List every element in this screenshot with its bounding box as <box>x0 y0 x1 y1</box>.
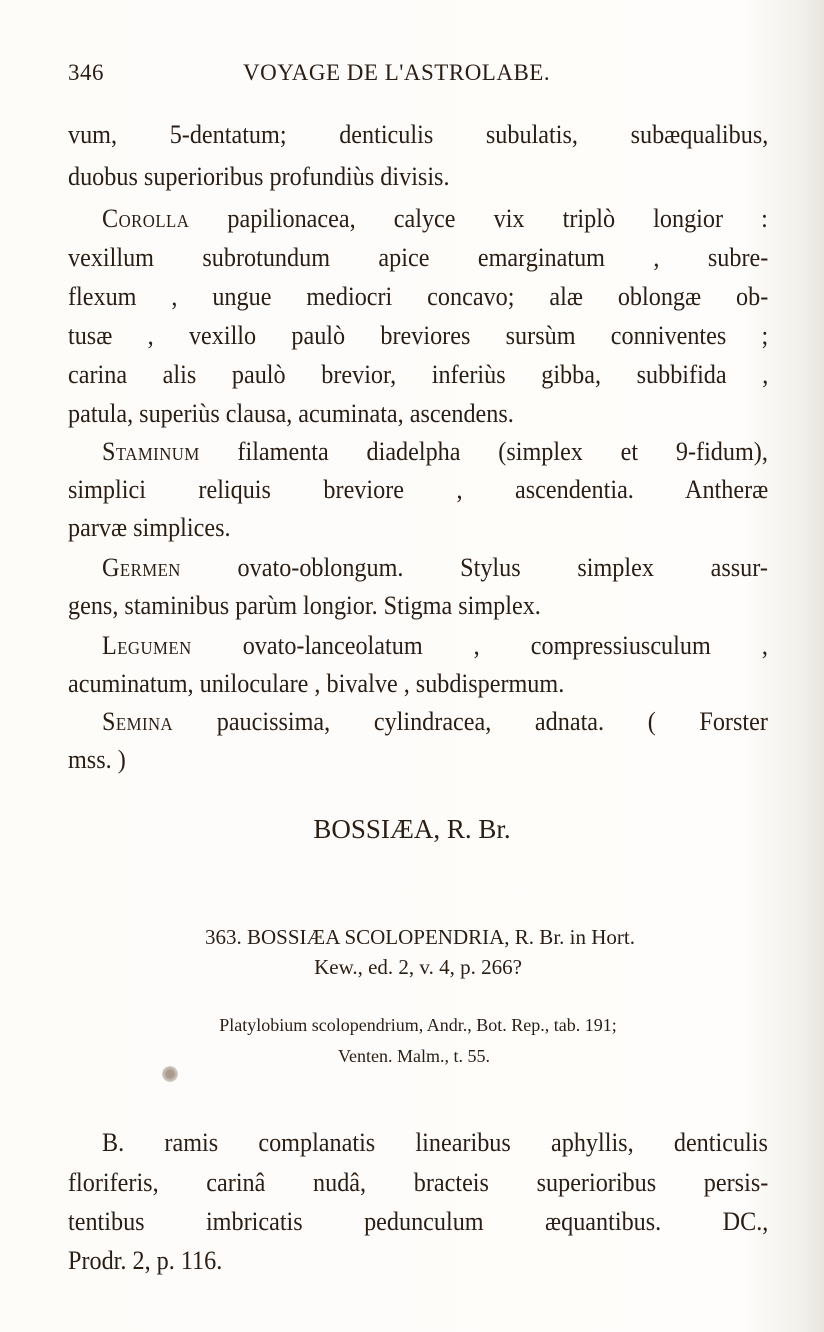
diagnosis-line: B. ramis complanatis linearibus aphyllis, denticulis <box>102 1128 768 1157</box>
line-text: vexillum subrotundum apice emarginatum , subre- <box>68 243 769 272</box>
text-line <box>102 631 768 661</box>
line-text: gens, staminibus parùm longior. Stigma simplex. <box>68 591 541 620</box>
text-line <box>102 204 768 234</box>
text-line <box>68 591 768 621</box>
line-text: parvæ simplices. <box>68 513 231 542</box>
text-line <box>68 120 768 150</box>
line-text: acuminatum, uniloculare , bivalve , subdispermum. <box>68 669 565 698</box>
text-line <box>68 513 768 543</box>
section-label: Germen <box>102 553 181 582</box>
line-text: vum, 5-dentatum; denticulis subulatis, subæqualibus, <box>68 120 769 149</box>
text-line <box>68 162 768 192</box>
synonym-line-2: Venten. Malm., t. 55. <box>338 1046 490 1066</box>
line-text: papilionacea, calyce vix triplò longior : <box>189 204 768 233</box>
line-text: ovato-lanceolatum , compressiusculum , <box>191 631 768 660</box>
line-text: filamenta diadelpha (simplex et 9-fidum), <box>199 437 768 466</box>
line-text: flexum , ungue mediocri concavo; alæ oblongæ ob- <box>68 282 769 311</box>
synonym-line-1: Platylobium scolopendrium, Andr., Bot. Rep., tab. 191; <box>219 1015 617 1035</box>
section-label: Legumen <box>102 631 192 660</box>
line-text: ovato-oblongum. Stylus simplex assur- <box>180 553 768 582</box>
section-label: Semina <box>102 707 174 736</box>
text-line <box>68 321 768 351</box>
line-text: carina alis paulò brevior, inferiùs gibba, subbifida , <box>68 360 769 389</box>
line-text: simplici reliquis breviore , ascendentia. Antheræ <box>68 475 769 504</box>
diagnosis-line: floriferis, carinâ nudâ, bracteis superioribus persis- <box>68 1168 769 1197</box>
text-line <box>68 243 768 273</box>
text-line <box>102 707 768 737</box>
line-text: mss. ) <box>68 745 126 774</box>
line-text: duobus superioribus profundiùs divisis. <box>68 162 450 191</box>
text-line <box>102 553 768 583</box>
text-line <box>68 399 768 429</box>
text-line <box>68 360 768 390</box>
genus-heading: BOSSIÆA, R. Br. <box>313 814 511 844</box>
section-label: Corolla <box>102 204 190 233</box>
text-line <box>68 282 768 312</box>
line-text: patula, superiùs clausa, acuminata, ascendens. <box>68 399 514 428</box>
section-label: Staminum <box>102 437 200 466</box>
ink-spot <box>162 1066 178 1082</box>
running-title: VOYAGE DE L'ASTROLABE. <box>243 60 551 85</box>
diagnosis-line: Prodr. 2, p. 116. <box>68 1246 223 1275</box>
line-text: paucissima, cylindracea, adnata. ( Forster <box>173 707 768 736</box>
species-title-line-2: Kew., ed. 2, v. 4, p. 266? <box>314 955 522 979</box>
page-number: 346 <box>68 60 104 85</box>
line-text: tusæ , vexillo paulò breviores sursùm conniventes ; <box>68 321 769 350</box>
text-line <box>102 437 768 467</box>
species-title-line-1: 363. BOSSIÆA SCOLOPENDRIA, R. Br. in Hort. <box>205 925 635 949</box>
text-line <box>68 745 768 775</box>
text-line <box>68 475 768 505</box>
text-line <box>68 669 768 699</box>
diagnosis-line: tentibus imbricatis pedunculum æquantibus. DC., <box>68 1207 769 1236</box>
